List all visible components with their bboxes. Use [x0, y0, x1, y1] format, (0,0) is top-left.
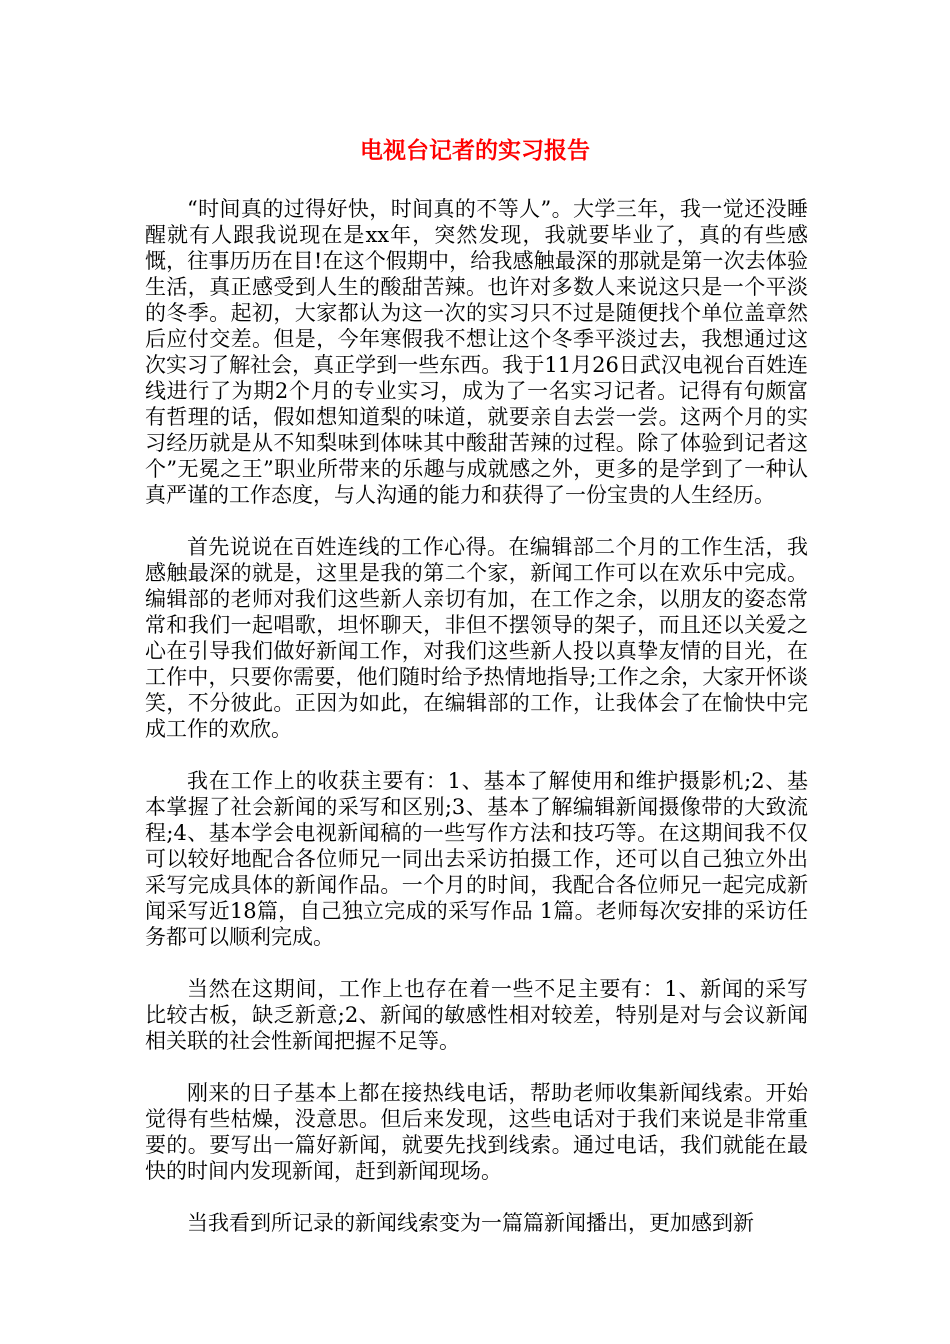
document-title: 电视台记者的实习报告	[360, 138, 590, 164]
paragraph: 刚来的日子基本上都在接热线电话，帮助老师收集新闻线索。开始觉得有些枯燥，没意思。但后来发现，这些电话对于我们来说是非常重要的。要写出一篇好新闻，就要先找到线索。通过电话，我们就能在最快的时间内发现新闻，赶到新闻现场。	[145, 1081, 808, 1183]
paragraph: 首先说说在百姓连线的工作心得。在编辑部二个月的工作生活，我感触最深的就是，这里是我的第二个家，新闻工作可以在欢乐中完成。编辑部的老师对我们这些新人亲切有加，在工作之余，以朋友的姿态常常和我们一起唱歌，坦怀聊天，非但不摆领导的架子，而且还以关爱之心在引导我们做好新闻工作，对我们这些新人投以真挚友情的目光，在工作中，只要你需要，他们随时给予热情地指导;工作之余，大家开怀谈笑，不分彼此。正因为如此，在编辑部的工作，让我体会了在愉快中完成工作的欢欣。	[145, 535, 808, 741]
paragraph: 我在工作上的收获主要有：1、基本了解使用和维护摄影机;2、基本掌握了社会新闻的采写和区别;3、基本了解编辑新闻摄像带的大致流程;4、基本学会电视新闻稿的一些写作方法和技巧等。在这期间我不仅可以较好地配合各位师兄一同出去采访拍摄工作，还可以自己独立外出采写完成具体的新闻作品。一个月的时间，我配合各位师兄一起完成新闻采写近18篇，自己独立完成的采写作品 1篇。老师每次安排的采访任务都可以顺利完成。	[145, 769, 808, 949]
paragraph: 当然在这期间，工作上也存在着一些不足主要有：1、新闻的采写比较古板，缺乏新意;2、新闻的敏感性相对较差，特别是对与会议新闻相关联的社会性新闻把握不足等。	[145, 977, 808, 1053]
paragraph: 当我看到所记录的新闻线索变为一篇篇新闻播出，更加感到新	[187, 1211, 754, 1235]
document-body	[145, 196, 808, 1262]
paragraph: “时间真的过得好快，时间真的不等人”。大学三年，我一觉还没睡醒就有人跟我说现在是xx年，突然发现，我就要毕业了，真的有些感慨，往事历历在目!在这个假期中，给我感触最深的那就是第一次去体验生活，真正感受到人生的酸甜苦辣。也许对多数人来说这只是一个平淡的冬季。起初，大家都认为这一次的实习只不过是随便找个单位盖章然后应付交差。但是，今年寒假我不想让这个冬季平淡过去，我想通过这次实习了解社会，真正学到一些东西。我于11月26日武汉电视台百姓连线进行了为期2个月的专业实习，成为了一名实习记者。记得有句颇富有哲理的话，假如想知道梨的味道，就要亲自去尝一尝。这两个月的实习经历就是从不知梨味到体味其中酸甜苦辣的过程。除了体验到记者这个”无冕之王”职业所带来的乐趣与成就感之外，更多的是学到了一种认真严谨的工作态度，与人沟通的能力和获得了一份宝贵的人生经历。	[145, 197, 808, 507]
